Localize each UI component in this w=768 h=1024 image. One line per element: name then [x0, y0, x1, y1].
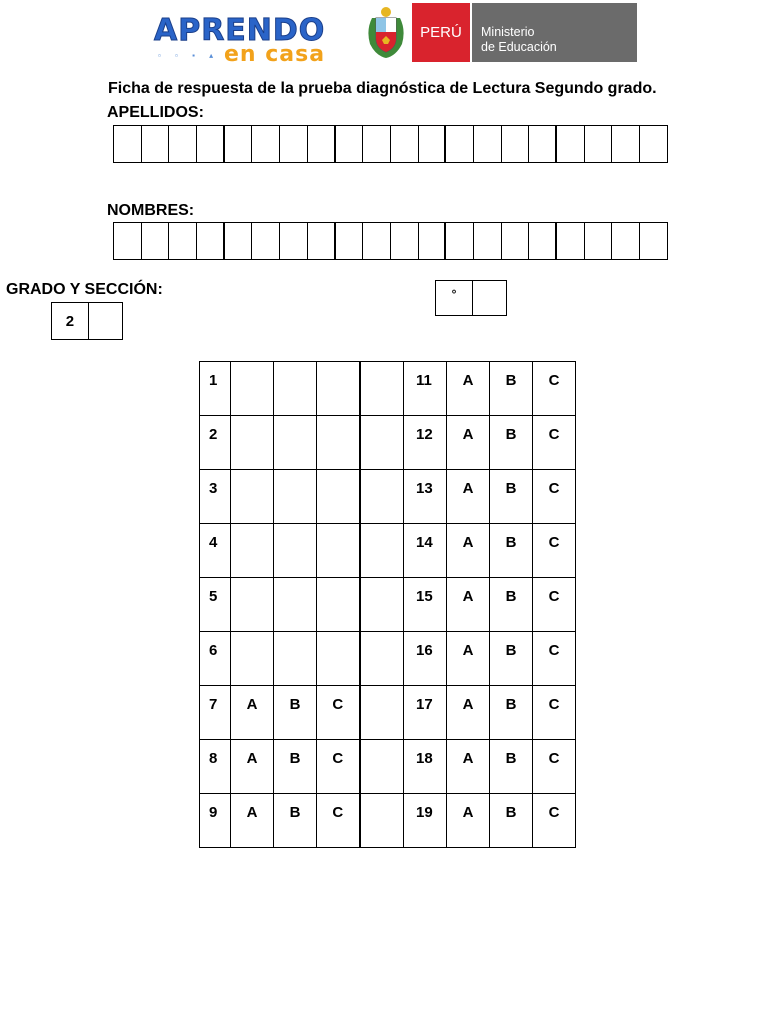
letter-box[interactable] [474, 223, 502, 259]
answer-option[interactable]: A [447, 470, 490, 524]
answer-option[interactable]: A [447, 578, 490, 632]
apellidos-letter-boxes[interactable] [113, 125, 668, 163]
grado-mark-box[interactable] [473, 281, 506, 315]
letter-box[interactable] [391, 126, 419, 162]
answer-option[interactable]: A [447, 524, 490, 578]
question-number: 5 [200, 578, 231, 632]
letter-box[interactable] [363, 223, 391, 259]
answer-option[interactable] [274, 416, 317, 470]
answer-option[interactable] [231, 362, 274, 416]
page-title: Ficha de respuesta de la prueba diagnóstica de Lectura Segundo grado. [108, 80, 657, 97]
letter-box[interactable] [197, 126, 225, 162]
ministerio-label [472, 3, 637, 62]
question-number: 17 [404, 686, 447, 740]
answer-option[interactable]: A [231, 740, 274, 794]
letter-box[interactable] [529, 126, 557, 162]
answer-option[interactable]: A [231, 686, 274, 740]
answer-option[interactable] [317, 524, 360, 578]
answer-option[interactable]: B [490, 794, 533, 848]
separator-cell [360, 740, 404, 794]
answer-option[interactable]: A [447, 794, 490, 848]
apellidos-label: APELLIDOS: [107, 104, 204, 121]
nombres-label: NOMBRES: [107, 202, 195, 219]
answer-option[interactable] [231, 470, 274, 524]
ministerio-line-1: Ministerio [481, 25, 535, 39]
separator-cell [360, 470, 404, 524]
letter-box[interactable] [612, 126, 640, 162]
answer-row [200, 632, 576, 686]
aprendo-en-casa-logo [152, 12, 332, 67]
question-number: 7 [200, 686, 231, 740]
letter-box[interactable] [252, 223, 280, 259]
answer-option[interactable]: B [490, 578, 533, 632]
letter-box[interactable] [585, 223, 613, 259]
answer-option[interactable] [231, 632, 274, 686]
answer-option[interactable]: B [490, 524, 533, 578]
letter-box[interactable] [446, 126, 474, 162]
answer-option[interactable]: C [533, 416, 576, 470]
answer-option[interactable]: B [490, 632, 533, 686]
letter-box[interactable] [252, 126, 280, 162]
answer-row [200, 416, 576, 470]
answer-option[interactable]: C [317, 740, 360, 794]
letter-box[interactable] [419, 223, 447, 259]
answer-option[interactable]: B [490, 470, 533, 524]
answer-row [200, 362, 576, 416]
logo-dots: ▫ ▫ ▪ ▴ [158, 51, 220, 60]
letter-box[interactable] [557, 126, 585, 162]
answer-option[interactable]: B [490, 740, 533, 794]
answer-option[interactable]: C [317, 686, 360, 740]
peru-label: PERÚ [412, 3, 470, 62]
question-number: 2 [200, 416, 231, 470]
letter-box[interactable] [169, 223, 197, 259]
letter-box[interactable] [391, 223, 419, 259]
separator-cell [360, 578, 404, 632]
grado-seccion-label: GRADO Y SECCIÓN: [6, 281, 163, 298]
answer-option[interactable] [317, 632, 360, 686]
answer-option[interactable]: A [447, 632, 490, 686]
letter-box[interactable] [114, 126, 142, 162]
letter-box[interactable] [308, 223, 336, 259]
letter-box[interactable] [419, 126, 447, 162]
answer-option[interactable]: B [274, 794, 317, 848]
letter-box[interactable] [585, 126, 613, 162]
answer-option[interactable]: C [533, 578, 576, 632]
answer-option[interactable] [274, 524, 317, 578]
answer-option[interactable] [317, 416, 360, 470]
letter-box[interactable] [446, 223, 474, 259]
letter-box[interactable] [114, 223, 142, 259]
answer-option[interactable]: C [533, 362, 576, 416]
question-number: 18 [404, 740, 447, 794]
letter-box[interactable] [308, 126, 336, 162]
logo-word: APRENDO [154, 13, 326, 48]
question-number: 4 [200, 524, 231, 578]
answer-option[interactable]: A [447, 686, 490, 740]
answer-row [200, 686, 576, 740]
letter-box[interactable] [640, 223, 668, 259]
grado-mark: ° [436, 281, 473, 315]
letter-box[interactable] [197, 223, 225, 259]
question-number: 16 [404, 632, 447, 686]
answer-option[interactable] [317, 470, 360, 524]
separator-cell [360, 416, 404, 470]
answer-option[interactable]: C [533, 740, 576, 794]
letter-box[interactable] [502, 126, 530, 162]
letter-box[interactable] [336, 223, 364, 259]
question-number: 8 [200, 740, 231, 794]
letter-box[interactable] [474, 126, 502, 162]
answer-option[interactable] [274, 470, 317, 524]
letter-box[interactable] [142, 126, 170, 162]
letter-box[interactable] [363, 126, 391, 162]
letter-box[interactable] [529, 223, 557, 259]
letter-box[interactable] [280, 126, 308, 162]
answer-option[interactable]: B [490, 686, 533, 740]
letter-box[interactable] [557, 223, 585, 259]
letter-box[interactable] [225, 126, 253, 162]
answer-option[interactable]: A [447, 416, 490, 470]
letter-box[interactable] [612, 223, 640, 259]
question-number: 9 [200, 794, 231, 848]
grado-value: 2 [52, 303, 89, 339]
letter-box[interactable] [142, 223, 170, 259]
question-number: 14 [404, 524, 447, 578]
separator-cell [360, 362, 404, 416]
answer-option[interactable] [274, 362, 317, 416]
question-number: 11 [404, 362, 447, 416]
nombres-letter-boxes[interactable] [113, 222, 668, 260]
answer-option[interactable] [317, 578, 360, 632]
answer-option[interactable]: C [533, 632, 576, 686]
answer-option[interactable]: C [533, 524, 576, 578]
answer-row [200, 740, 576, 794]
answer-option[interactable]: C [533, 470, 576, 524]
question-number: 15 [404, 578, 447, 632]
answer-option[interactable]: B [274, 686, 317, 740]
answer-option[interactable]: C [533, 686, 576, 740]
answer-option[interactable]: B [490, 416, 533, 470]
answer-option[interactable]: A [447, 740, 490, 794]
letter-box[interactable] [280, 223, 308, 259]
question-number: 1 [200, 362, 231, 416]
answer-option[interactable]: A [231, 794, 274, 848]
separator-cell [360, 524, 404, 578]
answer-option[interactable] [274, 578, 317, 632]
letter-box[interactable] [225, 223, 253, 259]
answer-option[interactable] [231, 416, 274, 470]
separator-cell [360, 686, 404, 740]
answer-option[interactable] [231, 524, 274, 578]
question-number: 6 [200, 632, 231, 686]
answer-option[interactable]: B [274, 740, 317, 794]
peru-coat-of-arms-icon [362, 4, 410, 60]
answer-option[interactable]: C [533, 794, 576, 848]
letter-box[interactable] [640, 126, 668, 162]
answer-row [200, 578, 576, 632]
answer-sheet-table [199, 361, 576, 848]
letter-box[interactable] [169, 126, 197, 162]
separator-cell [360, 632, 404, 686]
logo-sub: en casa [224, 42, 326, 67]
answer-option[interactable]: A [447, 362, 490, 416]
seccion-box[interactable] [89, 303, 122, 339]
question-number: 12 [404, 416, 447, 470]
letter-box[interactable] [336, 126, 364, 162]
answer-option[interactable] [274, 632, 317, 686]
grado-seccion-boxes [51, 302, 123, 340]
answer-option[interactable] [231, 578, 274, 632]
answer-row [200, 470, 576, 524]
answer-option[interactable]: C [317, 794, 360, 848]
answer-option[interactable]: B [490, 362, 533, 416]
question-number: 19 [404, 794, 447, 848]
grado-mark-boxes [435, 280, 507, 316]
answer-row [200, 524, 576, 578]
separator-cell [360, 794, 404, 848]
ministerio-line-2: de Educación [481, 40, 557, 54]
answer-option[interactable] [317, 362, 360, 416]
question-number: 3 [200, 470, 231, 524]
answer-row [200, 794, 576, 848]
question-number: 13 [404, 470, 447, 524]
letter-box[interactable] [502, 223, 530, 259]
